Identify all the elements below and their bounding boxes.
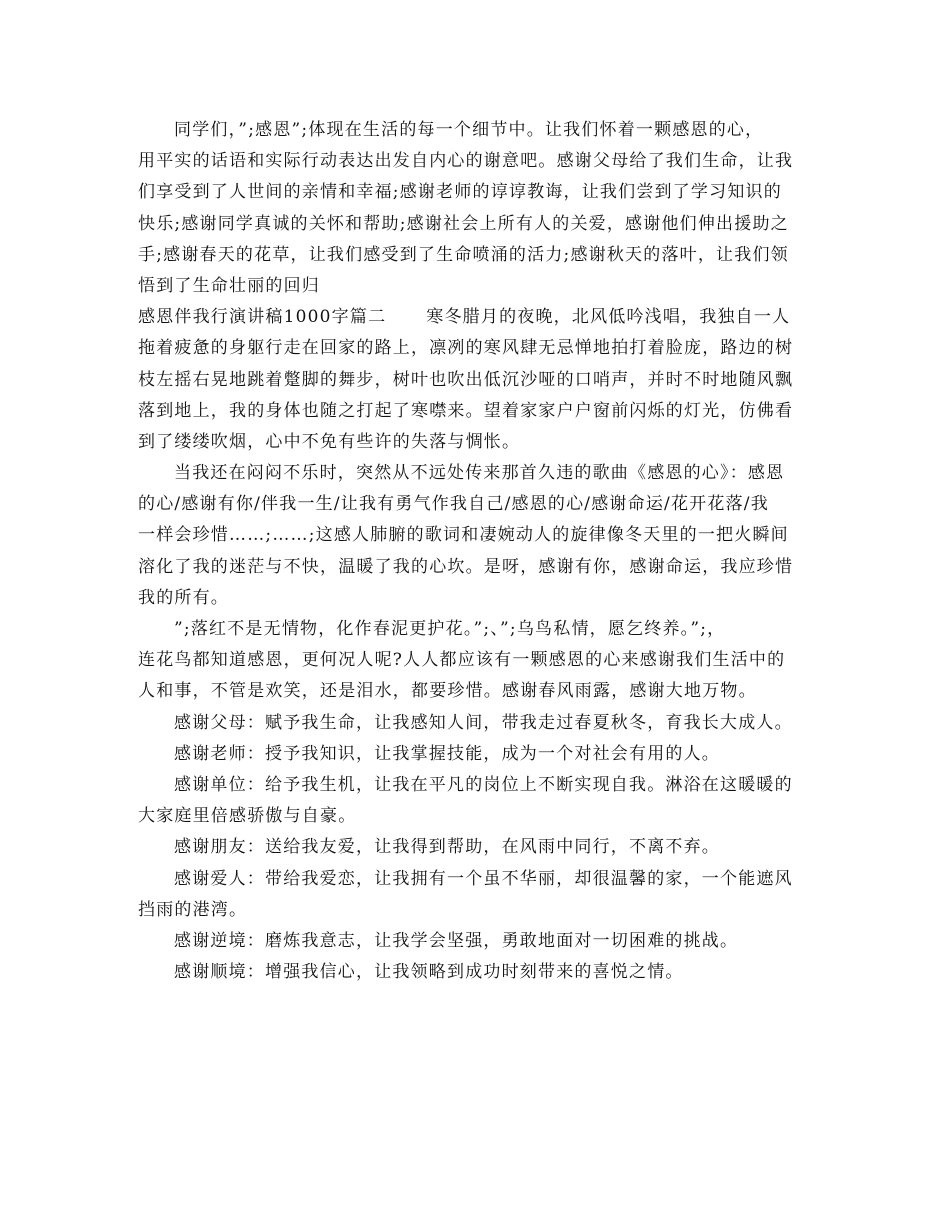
paragraph-line: 连花鸟都知道感恩，更何况人呢?人人都应该有一颗感恩的心来感谢我们生活中的 (138, 650, 786, 671)
paragraph-3 (138, 458, 814, 614)
paragraph-line: 悟到了生命壮丽的回归 (138, 275, 320, 296)
paragraph-line: 一样会珍惜……;……;这感人肺腑的歌词和凄婉动人的旋律像冬天里的一把火瞬间 (138, 525, 789, 546)
paragraph-line: 的心/感谢有你/伴我一生/让我有勇气作我自己/感恩的心/感谢命运/花开花落/我 (138, 494, 769, 515)
paragraph-line: 感谢老师：授予我知识，让我掌握技能，成为一个对社会有用的人。 (174, 743, 720, 764)
paragraph-line: 人和事，不管是欢笑，还是泪水，都要珍惜。感谢春风雨露，感谢大地万物。 (138, 681, 757, 702)
paragraph-6 (138, 739, 814, 770)
paragraph-line: 感谢朋友：送给我友爱，让我得到帮助，在风雨中同行，不离不弃。 (174, 837, 720, 858)
paragraph-5 (138, 708, 814, 739)
paragraph-line: 同学们，”;感恩”;体现在生活的每一个细节中。让我们怀着一颗感恩的心， (174, 120, 764, 140)
paragraph-4 (138, 614, 814, 708)
paragraph-line: 感谢父母：赋予我生命，让我感知人间，带我走过春夏秋冬，育我长大成人。 (174, 712, 793, 733)
paragraph-8 (138, 832, 814, 863)
section-heading-tail: 寒冬腊月的夜晚，北风低吟浅唱，我独自一人 (426, 307, 791, 328)
paragraph-line: 落到地上，我的身体也随之打起了寒噤来。望着家家户户窗前闪烁的灯光，仿佛看 (138, 400, 794, 421)
paragraph-line: ”;落红不是无情物，化作春泥更护花。”;、”;乌鸟私情，愿乞终养。”;， (174, 619, 726, 639)
paragraph-2 (138, 302, 814, 458)
paragraph-1 (138, 115, 814, 302)
paragraph-line: 枝左摇右晃地跳着蹩脚的舞步，树叶也吹出低沉沙哑的口哨声，并时不时地随风飘 (138, 369, 794, 390)
paragraph-line: 当我还在闷闷不乐时，突然从不远处传来那首久违的歌曲《感恩的心》：感恩 (174, 463, 785, 484)
paragraph-line: 感谢单位：给予我生机，让我在平凡的岗位上不断实现自我。淋浴在这暖暖的 (174, 774, 793, 795)
section-heading-line (138, 302, 814, 333)
paragraph-11 (138, 957, 814, 988)
paragraph-line: 挡雨的港湾。 (138, 899, 248, 920)
paragraph-7 (138, 770, 814, 832)
paragraph-line: 拖着疲惫的身躯行走在回家的路上，凛冽的寒风肆无忌惮地拍打着脸庞，路边的树 (138, 338, 794, 359)
paragraph-line: 我的所有。 (138, 587, 229, 608)
paragraph-line: 到了缕缕吹烟，心中不免有些许的失落与惆怅。 (138, 431, 521, 452)
paragraph-line: 用平实的话语和实际行动表达出发自内心的谢意吧。感谢父母给了我们生命，让我 (138, 151, 794, 172)
paragraph-10 (138, 926, 814, 957)
paragraph-line: 手;感谢春天的花草，让我们感受到了生命喷涌的活力;感谢秋天的落叶，让我们领 (138, 244, 789, 265)
paragraph-line: 感谢顺境：增强我信心，让我领略到成功时刻带来的喜悦之情。 (174, 962, 684, 983)
paragraph-line: 感谢逆境：磨炼我意志，让我学会坚强，勇敢地面对一切困难的挑战。 (174, 930, 739, 951)
paragraph-line: 感谢爱人：带给我爱恋，让我拥有一个虽不华丽，却很温馨的家，一个能遮风 (174, 868, 793, 889)
paragraph-line: 大家庭里倍感骄傲与自豪。 (138, 806, 357, 827)
document-body (138, 115, 814, 988)
paragraph-9 (138, 864, 814, 926)
paragraph-line: 们享受到了人世间的亲情和幸福;感谢老师的谆谆教诲，让我们尝到了学习知识的 (138, 182, 782, 203)
paragraph-line: 溶化了我的迷茫与不快，温暖了我的心坎。是呀，感谢有你，感谢命运，我应珍惜 (138, 556, 794, 577)
section-heading: 感恩伴我行演讲稿1000字篇二 (138, 307, 387, 328)
paragraph-line: 快乐;感谢同学真诚的关怀和帮助;感谢社会上所有人的关爱，感谢他们伸出援助之 (138, 213, 789, 234)
